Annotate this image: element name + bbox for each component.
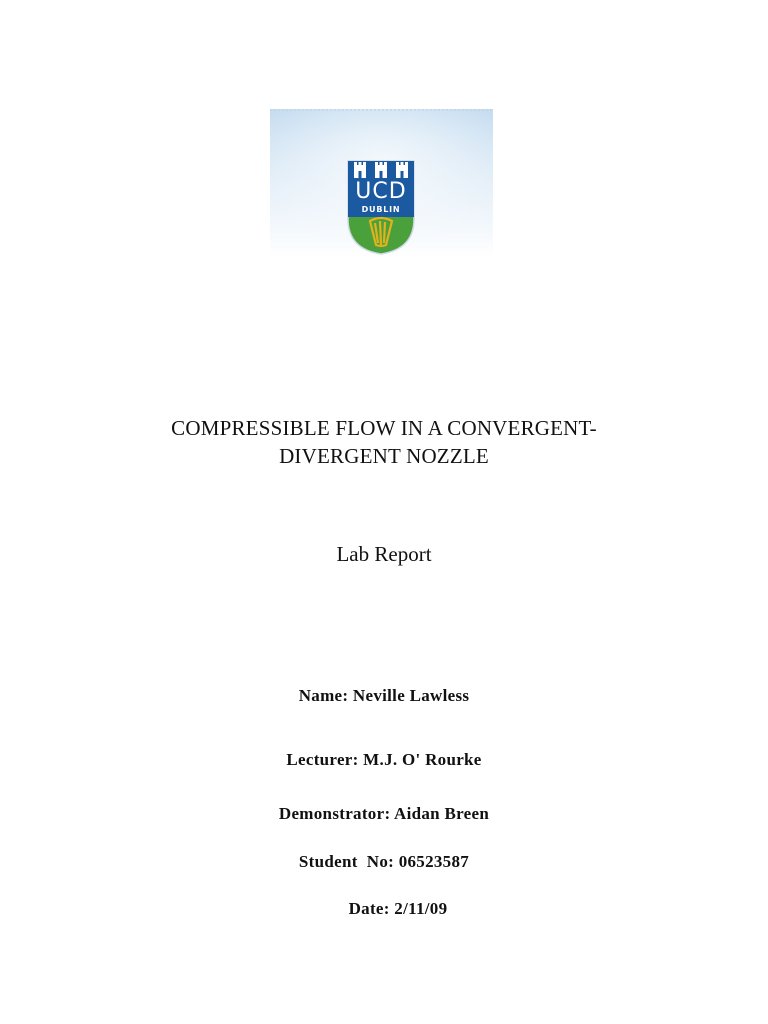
name-label: Name: — [298, 686, 349, 705]
lecturer-label: Lecturer: — [286, 750, 359, 769]
report-title-line-1: COMPRESSIBLE FLOW IN A CONVERGENT- — [171, 416, 597, 440]
student-number-label: Student No: — [298, 852, 395, 871]
demonstrator-label: Demonstrator: — [278, 804, 391, 823]
demonstrator-value: Aidan Breen — [394, 804, 490, 823]
logo-text-dublin: DUBLIN — [361, 205, 401, 214]
name-value: Neville Lawless — [352, 686, 470, 705]
student-number-line — [0, 851, 768, 873]
report-title-line-2: DIVERGENT NOZZLE — [279, 444, 489, 468]
report-subtitle: Lab Report — [336, 542, 432, 566]
logo-text-ucd: UCD — [355, 179, 407, 204]
student-number-value: 06523587 — [398, 852, 470, 871]
lecturer-line — [0, 749, 768, 771]
date-value: 2/11/09 — [394, 899, 448, 918]
date-label: Date: — [348, 899, 390, 918]
demonstrator-line — [0, 803, 768, 825]
report-title — [0, 414, 768, 470]
lecturer-value: M.J. O' Rourke — [363, 750, 482, 769]
date-line — [14, 898, 768, 920]
name-line — [0, 685, 768, 707]
